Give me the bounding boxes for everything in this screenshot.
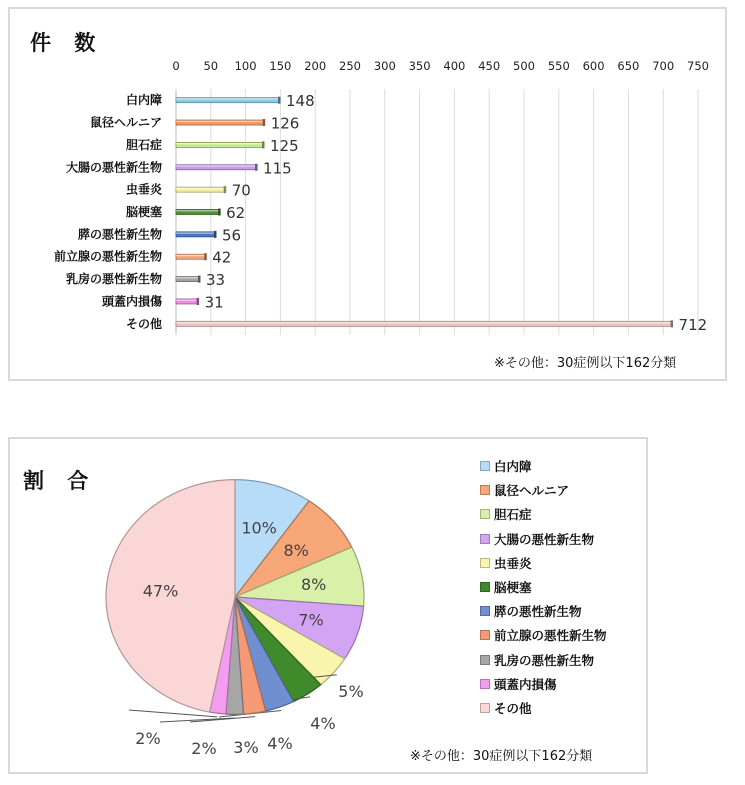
pie-chart-title: 割 合 <box>23 469 97 493</box>
legend-label: 頭蓋内損傷 <box>494 676 557 692</box>
data-label: 42 <box>212 248 232 267</box>
y-category-label: 頭蓋内損傷 <box>101 294 162 309</box>
data-label: 31 <box>204 293 224 312</box>
legend-swatch <box>480 582 490 592</box>
bar-highlight <box>176 322 672 323</box>
bar-cap <box>263 119 266 126</box>
data-label: 148 <box>286 92 315 111</box>
data-label: 712 <box>678 315 708 334</box>
legend-item <box>480 699 532 717</box>
bar-highlight <box>176 210 219 211</box>
legend-label: 脳梗塞 <box>494 580 532 595</box>
data-label: 56 <box>221 226 242 245</box>
legend-label: 胆石症 <box>494 507 532 523</box>
bar-cap <box>255 164 257 171</box>
bar-highlight <box>176 188 225 189</box>
x-tick-label: 700 <box>652 59 675 73</box>
y-category-label: 脳梗塞 <box>125 205 162 219</box>
data-label: 125 <box>270 136 299 155</box>
percent-label: 8% <box>283 541 309 561</box>
bar-highlight <box>176 98 279 99</box>
y-category-label: 鼠径ヘルニア <box>89 115 162 130</box>
legend-item <box>480 626 607 644</box>
bar-highlight <box>176 255 205 256</box>
percent-label: 47% <box>142 581 179 601</box>
bar-chart-title: 件 数 <box>30 31 104 55</box>
bar-highlight <box>176 165 256 166</box>
legend-label: 乳房の悪性新生物 <box>494 652 595 668</box>
percent-label: 7% <box>298 610 324 630</box>
legend-item <box>480 675 557 693</box>
bar-cap <box>204 253 207 260</box>
legend-item <box>480 578 532 596</box>
bar-cap <box>224 186 227 193</box>
legend-label: 膵の悪性新生物 <box>494 604 582 620</box>
legend-label: その他 <box>494 701 532 716</box>
legend-swatch <box>480 630 490 640</box>
y-category-label: 前立腺の悪性新生物 <box>53 249 162 264</box>
y-category-label: 乳房の悪性新生物 <box>65 272 162 287</box>
x-tick-label: 0 <box>172 59 180 73</box>
x-tick-label: 250 <box>339 59 361 73</box>
data-label: 115 <box>263 159 292 178</box>
y-category-label: 大腸の悪性新生物 <box>65 160 162 175</box>
bar-chart <box>10 9 725 379</box>
percent-label: 4% <box>310 714 336 733</box>
x-tick-label: 200 <box>304 59 327 73</box>
bar-highlight <box>176 143 263 144</box>
x-tick-label: 50 <box>203 59 219 73</box>
legend-swatch <box>480 606 490 616</box>
x-tick-label: 100 <box>234 59 257 73</box>
legend-swatch <box>480 534 490 544</box>
bar-chart-note: ※その他：30症例以下162分類 <box>494 356 677 371</box>
percent-label: 3% <box>233 738 259 757</box>
pie-chart <box>10 439 470 772</box>
legend-item <box>480 481 569 499</box>
x-tick-label: 500 <box>513 59 535 73</box>
pie-chart-panel <box>8 437 648 774</box>
legend-item <box>480 602 582 620</box>
percent-label: 2% <box>135 729 161 748</box>
legend-item <box>480 457 532 475</box>
bar-highlight <box>176 121 264 122</box>
x-tick-label: 750 <box>687 59 709 73</box>
percent-label: 8% <box>301 575 327 594</box>
legend-swatch <box>480 461 490 471</box>
legend-label: 大腸の悪性新生物 <box>494 531 595 547</box>
legend-label: 白内障 <box>494 459 532 474</box>
x-tick-label: 350 <box>408 59 431 73</box>
legend-swatch <box>480 655 490 665</box>
legend-swatch <box>480 679 490 689</box>
bar-chart-panel <box>8 7 727 381</box>
bar-cap <box>214 231 217 238</box>
legend-item <box>480 505 532 523</box>
legend-item <box>480 530 594 548</box>
bar-cap <box>218 209 221 216</box>
bar-highlight <box>176 232 215 233</box>
y-category-label: 膵の悪性新生物 <box>77 227 162 242</box>
y-category-label: その他 <box>125 316 162 331</box>
x-tick-label: 300 <box>373 59 396 73</box>
x-tick-label: 150 <box>269 59 292 73</box>
bar-cap <box>262 141 265 148</box>
pie-chart-note: ※その他：30症例以下162分類 <box>410 749 593 764</box>
x-tick-label: 450 <box>478 59 501 73</box>
y-category-label: 虫垂炎 <box>125 182 162 197</box>
bar-highlight <box>176 300 198 301</box>
x-tick-label: 400 <box>443 59 466 73</box>
legend-swatch <box>480 485 490 495</box>
percent-label: 5% <box>338 682 364 701</box>
legend-swatch <box>480 509 490 519</box>
leader-line <box>190 717 255 722</box>
data-label: 126 <box>270 114 300 133</box>
data-label: 70 <box>231 181 251 200</box>
y-category-label: 胆石症 <box>125 137 162 152</box>
legend-label: 鼠径ヘルニア <box>494 483 570 499</box>
bar-highlight <box>176 277 199 278</box>
legend-label: 虫垂炎 <box>494 555 532 571</box>
data-label: 62 <box>226 204 246 222</box>
legend-label: 前立腺の悪性新生物 <box>494 628 607 644</box>
legend-item <box>480 554 532 572</box>
percent-label: 2% <box>191 739 217 758</box>
percent-label: 4% <box>267 734 293 753</box>
x-tick-label: 550 <box>547 59 570 73</box>
legend-item <box>480 651 594 669</box>
y-category-label: 白内障 <box>125 93 162 108</box>
data-label: 33 <box>205 271 226 290</box>
bar-cap <box>671 320 674 327</box>
legend-swatch <box>480 703 490 713</box>
legend-swatch <box>480 558 490 568</box>
x-tick-label: 600 <box>582 59 605 73</box>
percent-label: 10% <box>241 518 277 538</box>
x-tick-label: 650 <box>617 59 640 73</box>
bar-cap <box>198 276 201 283</box>
bar-cap <box>197 298 200 305</box>
bar-cap <box>278 97 281 104</box>
